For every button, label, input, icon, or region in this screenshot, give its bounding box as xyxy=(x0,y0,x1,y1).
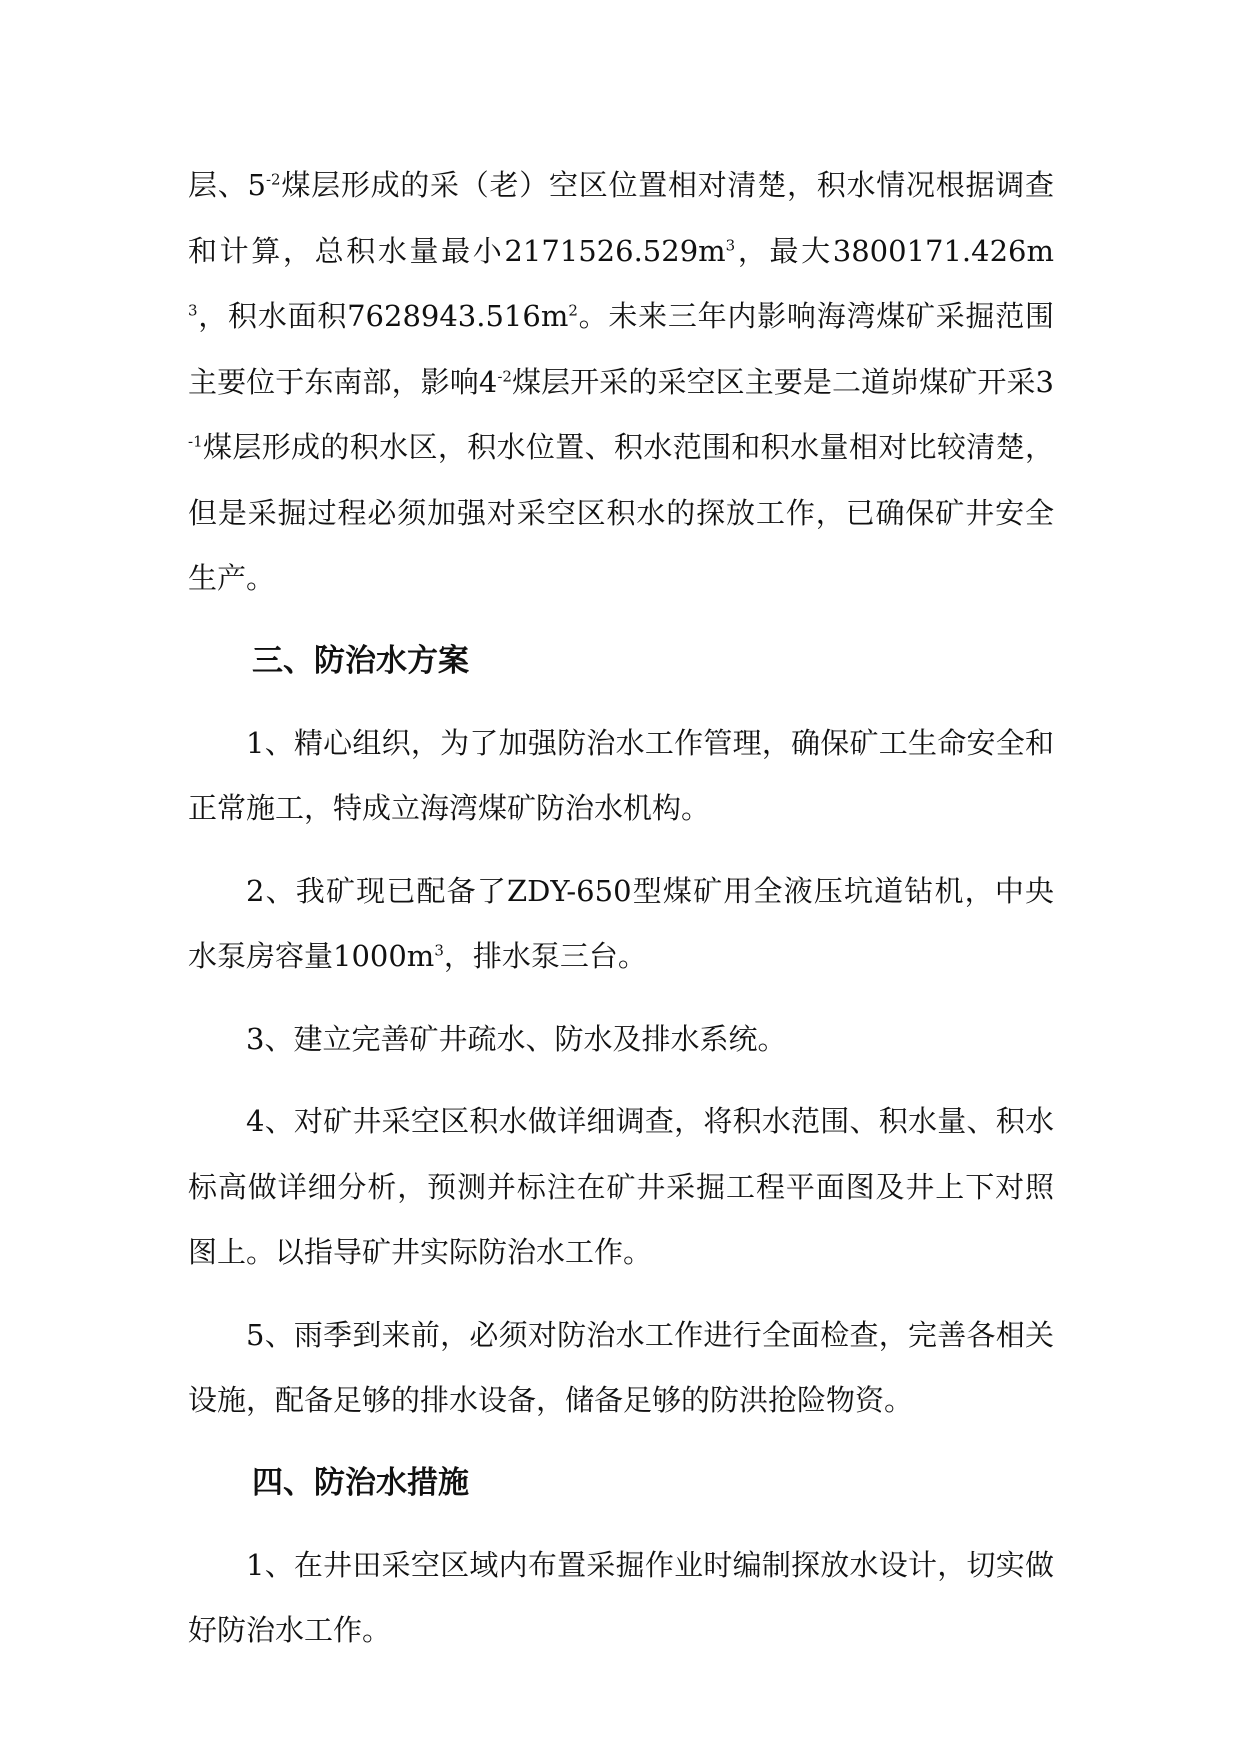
superscript: -2 xyxy=(265,170,281,189)
text-run: ，积水面积7628943.516m xyxy=(197,299,569,333)
text-run: ，排水泵三台。 xyxy=(443,939,647,973)
superscript: 3 xyxy=(188,301,198,320)
section-heading-plan: 三、防治水方案 xyxy=(252,642,469,679)
superscript: -2 xyxy=(497,366,512,385)
text-run: 。未来三年内影响海湾煤矿采掘范围主要位于东南部，影响4 xyxy=(188,299,1054,399)
superscript: -1 xyxy=(188,432,203,451)
text-run: 层、5 xyxy=(188,168,266,202)
superscript: 3 xyxy=(434,941,444,960)
document-body xyxy=(188,153,1054,1664)
text-run: 煤层形成的积水区，积水位置、积水范围和积水量相对比较清楚，但是采掘过程必须加强对采空区积水的探放工作，已确保矿井安全生产。 xyxy=(188,430,1054,595)
section-heading-measures: 四、防治水措施 xyxy=(252,1464,469,1501)
plan-item-5: 5、雨季到来前，必须对防治水工作进行全面检查，完善各相关设施，配备足够的排水设备，储备足够的防洪抢险物资。 xyxy=(188,1317,1054,1417)
plan-item-4: 4、对矿井采空区积水做详细调查，将积水范围、积水量、积水标高做详细分析，预测并标注在矿井采掘工程平面图及井上下对照图上。以指导矿井实际防治水工作。 xyxy=(188,1104,1054,1269)
plan-item-2 xyxy=(188,859,1054,990)
text-run: 煤层开采的采空区主要是二道峁煤矿开采3 xyxy=(511,364,1055,399)
measure-item-1: 1、在井田采空区域内布置采掘作业时编制探放水设计，切实做好防治水工作。 xyxy=(188,1547,1054,1647)
text-run: 2、我矿现已配备了ZDY-650型煤矿用全液压坑道钻机，中央水泵房容量1000m xyxy=(188,873,1054,973)
plan-item-1: 1、精心组织，为了加强防治水工作管理，确保矿工生命安全和正常施工，特成立海湾煤矿防治水机构。 xyxy=(188,725,1054,825)
text-run: 煤层形成的采（老）空区位置相对清楚，积水情况根据调查和计算，总积水量最小2171526.529m xyxy=(188,168,1054,268)
text-run: ，最大3800171.426m xyxy=(735,233,1054,268)
superscript: 3 xyxy=(725,235,736,254)
superscript: 2 xyxy=(568,301,578,320)
intro-paragraph xyxy=(188,153,1054,612)
plan-item-3: 3、建立完善矿井疏水、防水及排水系统。 xyxy=(246,1021,787,1056)
